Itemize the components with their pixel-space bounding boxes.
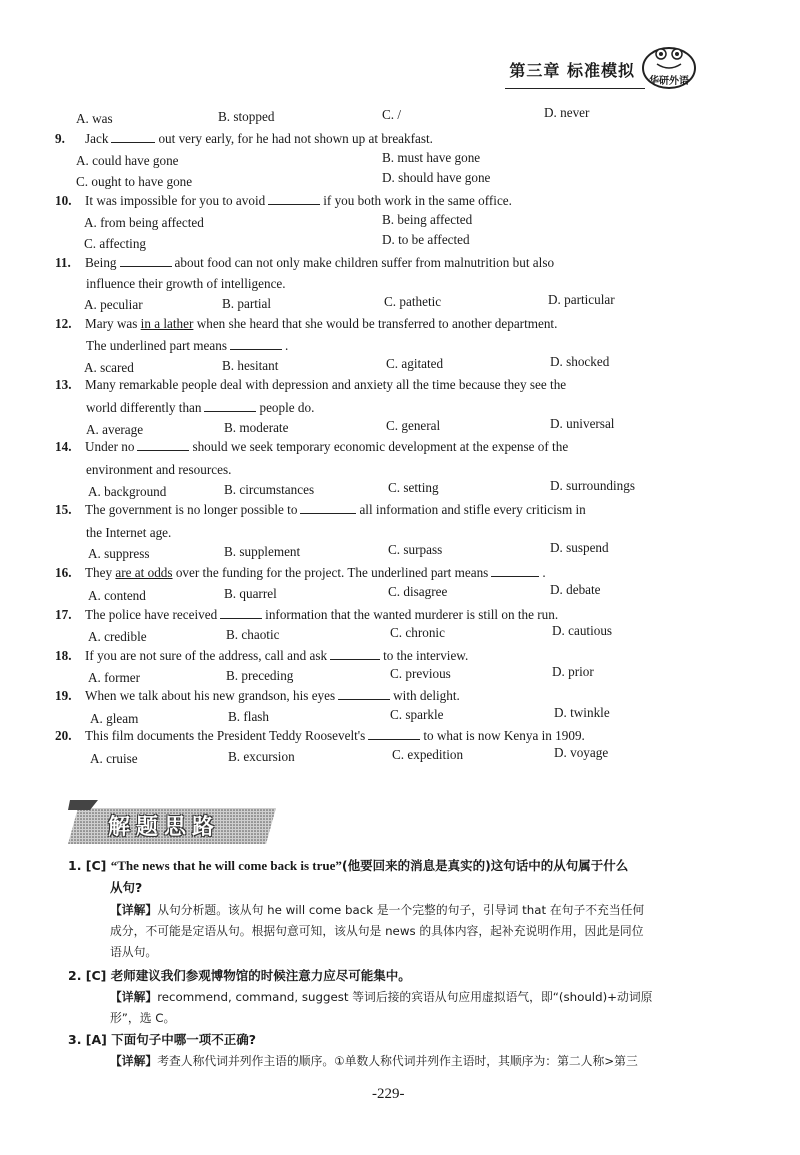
q15-option-d: D. suspend [550, 540, 609, 555]
q8-option-a: A. was [76, 111, 113, 126]
question-13: 13. Many remarkable people deal with depression and anxiety all the time because they see the [55, 377, 567, 392]
q16-option-c: C. disagree [388, 584, 448, 599]
q17-option-a: A. credible [88, 629, 147, 644]
q18-option-c: C. previous [390, 666, 451, 681]
answer-blank [137, 439, 189, 451]
q18-option-a: A. former [88, 670, 140, 685]
answer-3-title: 3. [A] 下面句子中哪一项不正确? [68, 1032, 257, 1047]
q12-option-a: A. scared [84, 360, 134, 375]
answer-blank [491, 565, 539, 577]
q20-option-a: A. cruise [90, 751, 138, 766]
answer-blank [330, 648, 380, 660]
answer-blank [204, 400, 256, 412]
q16-option-d: D. debate [550, 582, 601, 597]
q18-option-d: D. prior [552, 664, 594, 679]
q8-option-d: D. never [544, 105, 590, 120]
q12-continuation: The underlined part means . [86, 338, 289, 353]
answer-1-title: 1. [C] “The news that he will come back is true”(他要回来的消息是真实的)这句话中的从句属于什么 [68, 858, 629, 873]
q20-option-c: C. expedition [392, 747, 464, 762]
header-rule [505, 88, 645, 89]
answer-blank [120, 255, 172, 267]
q8-option-b: B. stopped [218, 109, 275, 124]
q10-option-b: B. being affected [382, 212, 473, 227]
q11-option-a: A. peculiar [84, 297, 143, 312]
question-10: 10. It was impossible for you to avoid if you both work in the same office. [55, 193, 512, 208]
q13-option-d: D. universal [550, 416, 615, 431]
answer-2-detail: 【详解】recommend, command, suggest 等词后接的宾语从句应用虚拟语气，即“(should)+动词原 形”，选 C。 [110, 990, 653, 1025]
answer-2-title: 2. [C] 老师建议我们参观博物馆的时候注意力应尽可能集中。 [68, 968, 411, 983]
q20-option-b: B. excursion [228, 749, 295, 764]
q10-option-a: A. from being affected [84, 215, 204, 230]
chapter-header [505, 52, 635, 84]
q17-option-d: D. cautious [552, 623, 613, 638]
question-18: 18. If you are not sure of the address, call and ask to the interview. [55, 648, 469, 663]
q19-option-d: D. twinkle [554, 705, 610, 720]
question-11: 11. Being about food can not only make children suffer from malnutrition but also [55, 255, 555, 270]
q14-option-d: D. surroundings [550, 478, 635, 493]
q11-continuation: influence their growth of intelligence. [86, 276, 286, 291]
answer-blank [300, 502, 356, 514]
question-12: 12. Mary was in a lather when she heard that she would be transferred to another department. [55, 316, 558, 331]
logo-text: 华研外语 [649, 76, 689, 87]
question-16: 16. They are at odds over the funding for the project. The underlined part means . [55, 565, 546, 580]
q18-option-b: B. preceding [226, 668, 294, 683]
underlined-phrase: are at odds [115, 565, 173, 580]
q9-option-a: A. could have gone [76, 153, 179, 168]
q15-continuation: the Internet age. [86, 525, 172, 540]
question-14: 14. Under no should we seek temporary economic development at the expense of the [55, 439, 569, 454]
answer-blank [220, 607, 262, 619]
answer-blank [368, 728, 420, 740]
answer-blank [111, 131, 155, 143]
question-20: 20. This film documents the President Teddy Roosevelt's to what is now Kenya in 1909. [55, 728, 585, 743]
answer-blank [230, 338, 282, 350]
q12-option-c: C. agitated [386, 356, 444, 371]
section-title: 解题思路 [108, 815, 221, 840]
q11-option-b: B. partial [222, 296, 272, 311]
answer-1-title-cont: 从句? [110, 880, 143, 895]
page-number: -229- [372, 1086, 405, 1102]
question-19: 19. When we talk about his new grandson, his eyes with delight. [55, 688, 460, 703]
answer-3-detail: 【详解】考查人称代词并列作主语的顺序。①单数人称代词并列作主语时，其顺序为：第二人称>第三 [110, 1054, 638, 1068]
answer-blank [268, 193, 320, 205]
q19-option-c: C. sparkle [390, 707, 444, 722]
q11-option-d: D. particular [548, 292, 615, 307]
q13-option-c: C. general [386, 418, 441, 433]
q10-option-c: C. affecting [84, 236, 147, 251]
q10-option-d: D. to be affected [382, 232, 470, 247]
q14-continuation: environment and resources. [86, 462, 232, 477]
q11-option-c: C. pathetic [384, 294, 442, 309]
q13-option-a: A. average [86, 422, 144, 437]
q13-continuation: world differently than people do. [86, 400, 315, 415]
q15-option-b: B. supplement [224, 544, 301, 559]
question-15: 15. The government is no longer possible to all information and stifle every criticism in [55, 502, 586, 517]
q17-option-c: C. chronic [390, 625, 445, 640]
underlined-phrase: in a lather [140, 316, 194, 331]
q19-option-b: B. flash [228, 709, 270, 724]
chapter-title: 第三章 标准模拟 [509, 61, 635, 80]
q14-option-c: C. setting [388, 480, 439, 495]
q8-option-c: C. / [382, 107, 402, 122]
q9-option-d: D. should have gone [382, 170, 491, 185]
q15-option-c: C. surpass [388, 542, 443, 557]
answer-1-detail: 【详解】从句分析题。该从句 he will come back 是一个完整的句子，引导词 that 在句子不充当任何 成分，不可能是定语从句。根据句意可知，该从句是 news 的具体内容，起补充说明作用，因此是同位 语从句。 [110, 903, 645, 959]
q9-option-c: C. ought to have gone [76, 174, 193, 189]
q9-option-b: B. must have gone [382, 150, 481, 165]
q14-option-b: B. circumstances [224, 482, 315, 497]
answer-blank [338, 688, 390, 700]
q12-option-b: B. hesitant [222, 358, 279, 373]
q12-option-d: D. shocked [550, 354, 610, 369]
q15-option-a: A. suppress [88, 546, 150, 561]
q17-option-b: B. chaotic [226, 627, 280, 642]
q14-option-a: A. background [88, 484, 167, 499]
q19-option-a: A. gleam [90, 711, 139, 726]
q13-option-b: B. moderate [224, 420, 289, 435]
question-number: 9. [55, 131, 65, 146]
question-17: 17. The police have received information that the wanted murderer is still on the run. [55, 607, 559, 622]
q16-option-a: A. contend [88, 588, 146, 603]
q16-option-b: B. quarrel [224, 586, 277, 601]
q20-option-d: D. voyage [554, 745, 609, 760]
question-9: 9. Jack out very early, for he had not shown up at breakfast. [55, 131, 433, 146]
